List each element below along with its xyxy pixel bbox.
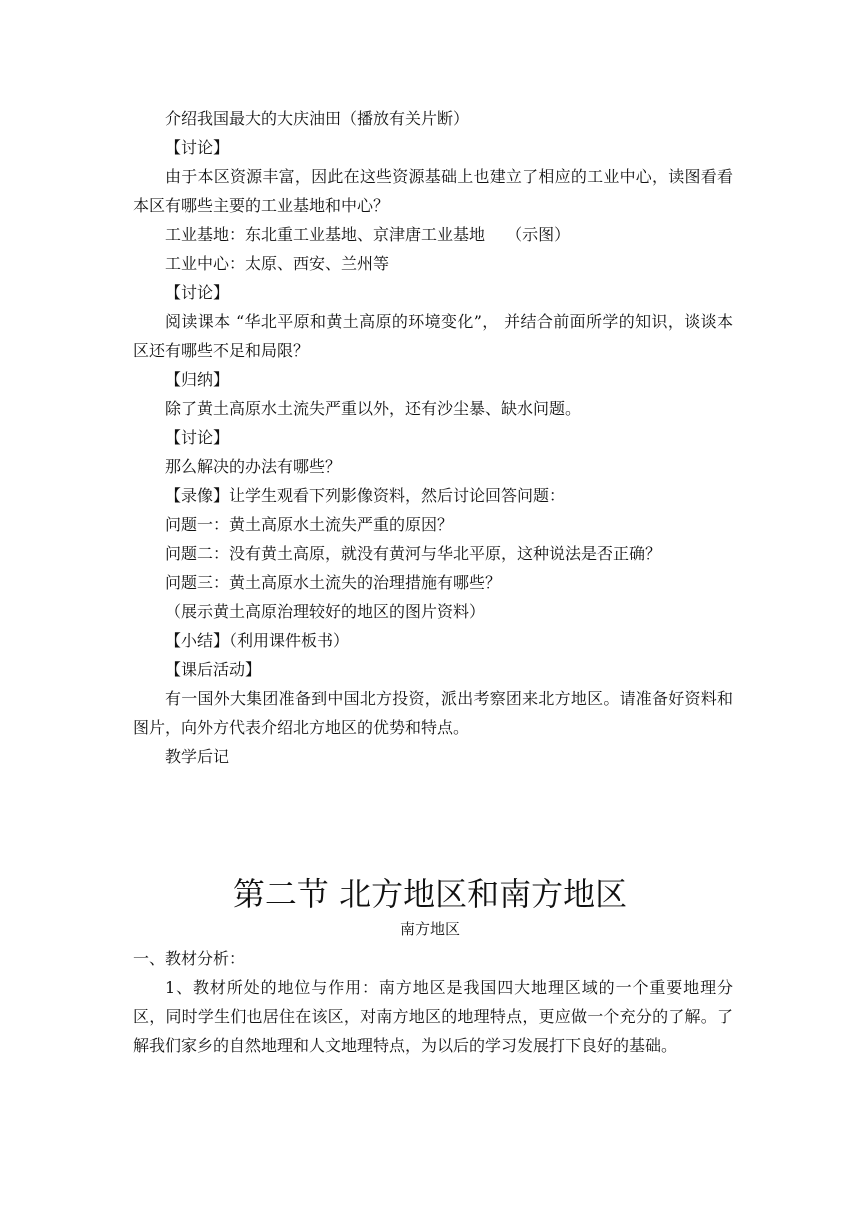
- text-line: 工业基地：东北重工业基地、京津唐工业基地 （示图）: [165, 225, 571, 244]
- section-body: [133, 944, 733, 1060]
- section-title: 第二节 北方地区和南方地区: [232, 875, 628, 913]
- text-line: 那么解决的办法有哪些？: [165, 457, 342, 476]
- teaching-notes-label: 教学后记: [165, 747, 230, 766]
- summary-heading: 【归纳】: [165, 370, 230, 389]
- text-line: 工业中心：太原、西安、兰州等: [165, 254, 390, 273]
- question-line: 问题一：黄土高原水土流失严重的原因？: [165, 515, 454, 534]
- lesson-continuation: [133, 104, 733, 771]
- video-line: 【录像】让学生观看下列影像资料，然后讨论回答问题：: [165, 486, 566, 505]
- text-line: 介绍我国最大的大庆油田（播放有关片断）: [165, 109, 470, 128]
- activity-heading: 【课后活动】: [165, 660, 262, 679]
- question-line: 问题二：没有黄土高原，就没有黄河与华北平原，这种说法是否正确？: [165, 544, 662, 563]
- text-line: （展示黄土高原治理较好的地区的图片资料）: [165, 602, 486, 621]
- analysis-heading: 一、教材分析：: [133, 949, 246, 968]
- paragraph: 由于本区资源丰富，因此在这些资源基础上也建立了相应的工业中心，读图看看本区有哪些主要的工业基地和中心？: [133, 167, 733, 215]
- discussion-heading: 【讨论】: [165, 283, 230, 302]
- discussion-heading: 【讨论】: [165, 138, 230, 157]
- text-line: 除了黄土高原水土流失严重以外，还有沙尘暴、缺水问题。: [165, 399, 582, 418]
- paragraph: 1、教材所处的地位与作用：南方地区是我国四大地理区域的一个重要地理分区，同时学生们也居住在该区，对南方地区的地理特点，更应做一个充分的了解。了解我们家乡的自然地理和人文地理特点，为以后的学习发展打下良好的基础。: [133, 978, 733, 1055]
- paragraph: 阅读课本 “华北平原和黄土高原的环境变化”， 并结合前面所学的知识，谈谈本区还有哪些不足和局限？: [133, 312, 733, 360]
- question-line: 问题三：黄土高原水土流失的治理措施有哪些？: [165, 573, 502, 592]
- summary-line: 【小结】（利用课件板书）: [165, 631, 350, 650]
- paragraph: 有一国外大集团准备到中国北方投资，派出考察团来北方地区。请准备好资料和图片，向外方代表介绍北方地区的优势和特点。: [133, 689, 733, 737]
- discussion-heading: 【讨论】: [165, 428, 230, 447]
- section-subtitle: 南方地区: [399, 920, 460, 938]
